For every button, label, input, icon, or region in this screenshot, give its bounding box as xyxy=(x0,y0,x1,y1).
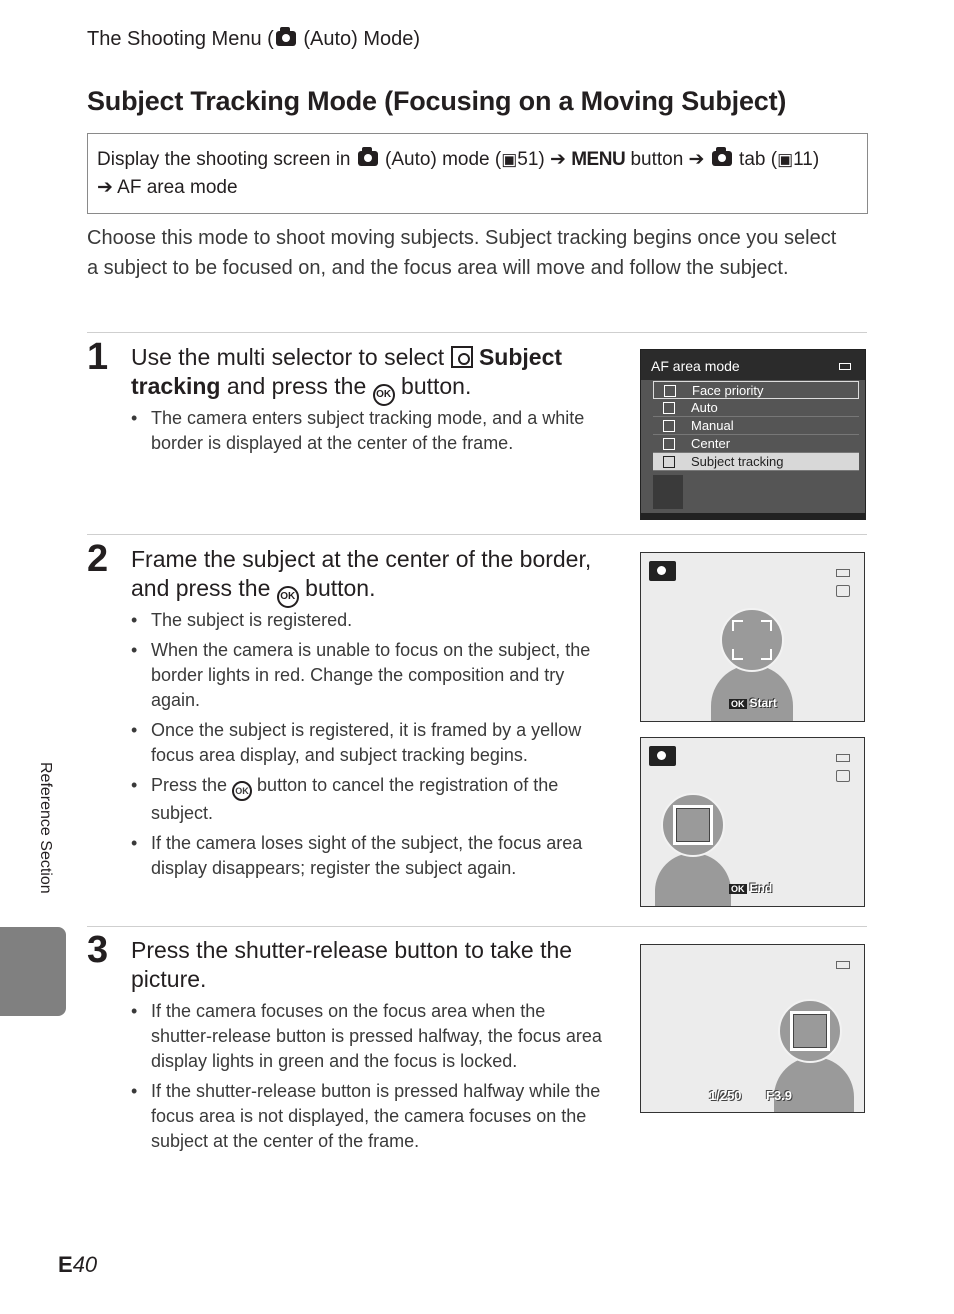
camera-icon xyxy=(358,151,378,166)
step-2-heading: Frame the subject at the center of the border, and press the OK button. xyxy=(131,545,621,608)
menu-item[interactable]: Manual xyxy=(653,417,859,435)
menu-bottom-bar xyxy=(641,513,865,519)
page-title: Subject Tracking Mode (Focusing on a Moving Subject) xyxy=(87,86,787,116)
shutter-speed-readout: 1/250 xyxy=(709,1088,742,1103)
face-priority-icon xyxy=(664,385,676,397)
subject-tracking-icon xyxy=(451,346,473,368)
list-item: • When the camera is unable to focus on the subject, the border lights in red. Change the composition and try again. xyxy=(131,638,611,713)
focus-area-display xyxy=(673,805,713,845)
ok-button-icon: OK xyxy=(373,384,395,406)
running-head: The Shooting Menu ( (Auto) Mode) xyxy=(87,28,421,50)
af-area-mode-screen xyxy=(640,349,866,520)
manual-area-icon xyxy=(663,420,675,432)
book-reference-icon: ▣ xyxy=(777,150,794,169)
step-number: 3 xyxy=(87,929,109,971)
battery-icon xyxy=(836,961,850,969)
subject-tracking-icon xyxy=(663,456,675,468)
subject-body xyxy=(711,665,793,722)
ok-end-label: OK End xyxy=(731,881,773,895)
list-item: • The camera enters subject tracking mode, and a white border is displayed at the center of the frame. xyxy=(131,406,611,456)
step-3-heading: Press the shutter-release button to take the picture. xyxy=(131,937,573,992)
list-item: • If the shutter-release button is pressed halfway while the focus area is not displayed, the camera focuses on the subject at the center of the frame. xyxy=(131,1079,611,1154)
step-1-heading: Use the multi selector to select Subject tracking and press the OK button. xyxy=(131,343,621,406)
camera-icon xyxy=(712,151,732,166)
step-3-bullets xyxy=(131,999,611,1159)
menu-item[interactable]: Auto xyxy=(653,399,859,417)
step-1-bullets xyxy=(131,406,611,461)
list-item: • If the camera loses sight of the subject, the focus area display disappears; register the subject again. xyxy=(131,831,611,881)
book-reference-icon: ▣ xyxy=(501,150,518,169)
center-area-icon xyxy=(663,438,675,450)
battery-icon xyxy=(836,569,850,577)
list-item: • If the camera focuses on the focus area when the shutter-release button is pressed halfway, the focus area display lights in green and the focus is locked. xyxy=(131,999,611,1074)
ok-start-label: OK Start xyxy=(731,696,777,710)
menu-item[interactable]: Center xyxy=(653,435,859,453)
menu-side-panel xyxy=(653,475,683,509)
navigation-path-box xyxy=(87,133,868,214)
nav-line-2: ➔ AF area mode xyxy=(97,177,238,198)
camera-mode-icon xyxy=(649,561,676,581)
list-item: • Press the OK button to cancel the registration of the subject. xyxy=(131,773,611,826)
list-item: • Once the subject is registered, it is framed by a yellow focus area display, and subject tracking begins. xyxy=(131,718,611,768)
camera-icon xyxy=(276,31,296,46)
step-divider xyxy=(87,332,867,333)
step-2-bullets xyxy=(131,608,611,886)
reference-section-icon: E xyxy=(58,1252,73,1277)
step-divider xyxy=(87,926,867,927)
menu-item[interactable]: Face priority xyxy=(653,381,859,399)
page-number: E40 xyxy=(58,1252,98,1277)
af-menu-title: AF area mode xyxy=(641,350,865,380)
focus-border xyxy=(732,620,772,660)
step-number: 1 xyxy=(87,336,109,378)
camera-mode-icon xyxy=(649,746,676,766)
subject-body xyxy=(774,1057,854,1113)
camera-screen-focus-lock xyxy=(640,944,865,1113)
subject-body xyxy=(655,853,731,907)
intro-paragraph: Choose this mode to shoot moving subjects. Subject tracking begins once you select a subject to be focused on, and the focus area will move and follow the subject. xyxy=(87,227,837,279)
section-tab xyxy=(0,927,66,1016)
nav-line-1: Display the shooting screen in (Auto) mode (▣51) ➔ MENU button ➔ tab (▣11) xyxy=(97,149,820,170)
focus-area-display xyxy=(790,1011,830,1051)
camera-screen-tracking xyxy=(640,737,865,907)
menu-item-selected[interactable]: Subject tracking xyxy=(653,453,859,471)
af-menu-list xyxy=(653,381,859,471)
menu-button-glyph: MENU xyxy=(571,149,626,170)
battery-icon xyxy=(839,363,851,370)
aperture-readout: F3.9 xyxy=(766,1088,793,1103)
ok-button-icon: OK xyxy=(232,781,252,801)
vibration-reduction-icon xyxy=(836,585,850,597)
section-tab-label: Reference Section xyxy=(37,762,54,894)
step-divider xyxy=(87,534,867,535)
step-number: 2 xyxy=(87,538,109,580)
battery-icon xyxy=(836,754,850,762)
camera-screen-start xyxy=(640,552,865,722)
auto-area-icon xyxy=(663,402,675,414)
list-item: • The subject is registered. xyxy=(131,608,611,633)
ok-button-icon: OK xyxy=(277,586,299,608)
vibration-reduction-icon xyxy=(836,770,850,782)
